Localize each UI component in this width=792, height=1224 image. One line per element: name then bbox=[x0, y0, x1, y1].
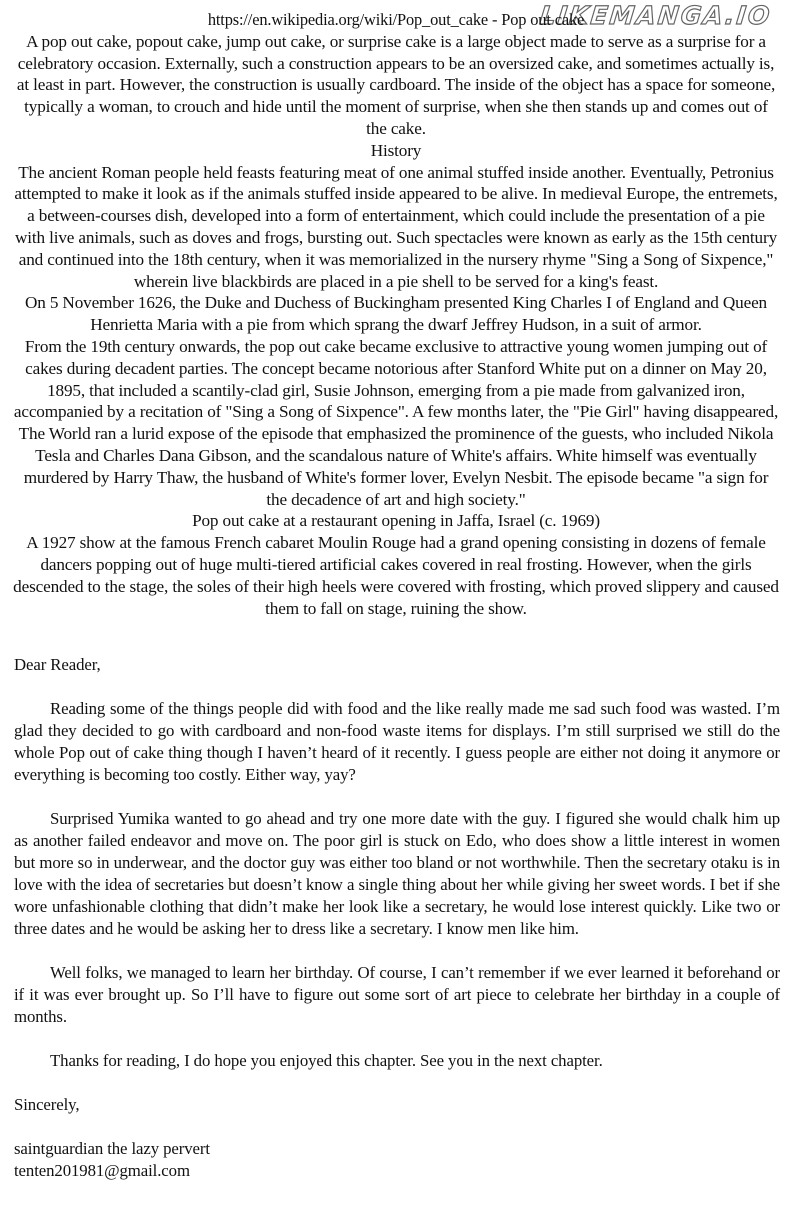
final-paragraph: A 1927 show at the famous French cabaret Moulin Rouge had a grand opening consisting in dozens of female dancers popping out of huge multi-tiered artificial cakes covered in real frosting. However, when the girls descended to the stage, the soles of their high heels were covered with frosting, which proved slippery and caused them to fall on stage, ruining the show. bbox=[13, 533, 779, 618]
intro-paragraph: A pop out cake, popout cake, jump out cake, or surprise cake is a large object made to serve as a surprise for a celebratory occasion. Externally, such a construction appears to be an oversized cake, and sometimes actually is, at least in part. However, the construction is usually cardboard. The inside of the object has a space for someone, typically a woman, to crouch and hide until the moment of surprise, when she then stands up and comes out of the cake. bbox=[16, 31, 776, 138]
wikipedia-excerpt bbox=[12, 9, 780, 619]
letter-closing: Sincerely, bbox=[14, 1095, 80, 1114]
letter-paragraph: Thanks for reading, I do hope you enjoyed this chapter. See you in the next chapter. bbox=[50, 1051, 603, 1070]
watermark-logo: LIKEMANGA.IO bbox=[538, 1, 773, 30]
signature-name: saintguardian the lazy pervert bbox=[14, 1139, 210, 1158]
history-paragraph: The ancient Roman people held feasts featuring meat of one animal stuffed inside another. Eventually, Petronius attempted to make it look as if the animals stuffed inside appeared to be alive. In medieval Europe, the entremets, a between-courses dish, developed into a form of entertainment, which could include the presentation of a pie with live animals, such as doves and frogs, bursting out. Such spectacles were known as early as the 15th century and continued into the 18th century, when it was memorialized in the nursery rhyme "Sing a Song of Sixpence," wherein live blackbirds are placed in a pie shell to be served for a king's feast. bbox=[14, 162, 778, 291]
author-letter bbox=[14, 654, 780, 1182]
letter-salutation: Dear Reader, bbox=[14, 655, 101, 674]
letter-paragraph: Well folks, we managed to learn her birthday. Of course, I can’t remember if we ever learned it beforehand or if it was ever brought up. So I’ll have to figure out some sort of art piece to celebrate her birthday in a couple of months. bbox=[14, 963, 780, 1026]
letter-paragraph: Surprised Yumika wanted to go ahead and try one more date with the guy. I figured she would chalk him up as another failed endeavor and move on. The poor girl is stuck on Edo, who does show a little interest in women but more so in underwear, and the doctor guy was either too bland or not worthwhile. Then the secretary otaku is in love with the idea of secretaries but doesn’t know a single thing about her while giving her sweet words. I bet if she wore unfashionable clothing that didn’t make her look like a secretary, he would lose interest quickly. Like two or three dates and he would be asking her to dress like a secretary. I know men like him. bbox=[14, 809, 780, 938]
history-paragraph: From the 19th century onwards, the pop out cake became exclusive to attractive young women jumping out of cakes during decadent parties. The concept became notorious after Stanford White put on a dinner on May 20, 1895, that included a scantily-clad girl, Susie Johnson, emerging from a pie made from galvanized iron, accompanied by a recitation of "Sing a Song of Sixpence". A few months later, the "Pie Girl" having disappeared, The World ran a lurid expose of the episode that emphasized the prominence of the guests, who included Nikola Tesla and Charles Dana Gibson, and the scandalous nature of White's affairs. White himself was eventually murdered by Harry Thaw, the husband of White's former lover, Evelyn Nesbit. The episode became "a sign for the decadence of art and high society." bbox=[13, 336, 779, 509]
source-url-line: https://en.wikipedia.org/wiki/Pop_out_cake - Pop out cake bbox=[207, 10, 585, 29]
history-heading: History bbox=[370, 140, 422, 160]
signature-email: tenten201981@gmail.com bbox=[14, 1161, 190, 1180]
letter-paragraph: Reading some of the things people did with food and the like really made me sad such food was wasted. I’m glad they decided to go with cardboard and non-food waste items for displays. I’m still surprised we still do the whole Pop out of cake thing though I haven’t heard of it recently. I guess people are either not doing it anymore or everything is becoming too costly. Either way, yay? bbox=[14, 699, 780, 784]
image-caption: Pop out cake at a restaurant opening in Jaffa, Israel (c. 1969) bbox=[192, 511, 600, 531]
history-paragraph: On 5 November 1626, the Duke and Duchess of Buckingham presented King Charles I of England and Queen Henrietta Maria with a pie from which sprang the dwarf Jeffrey Hudson, in a suit of armor. bbox=[24, 293, 767, 335]
